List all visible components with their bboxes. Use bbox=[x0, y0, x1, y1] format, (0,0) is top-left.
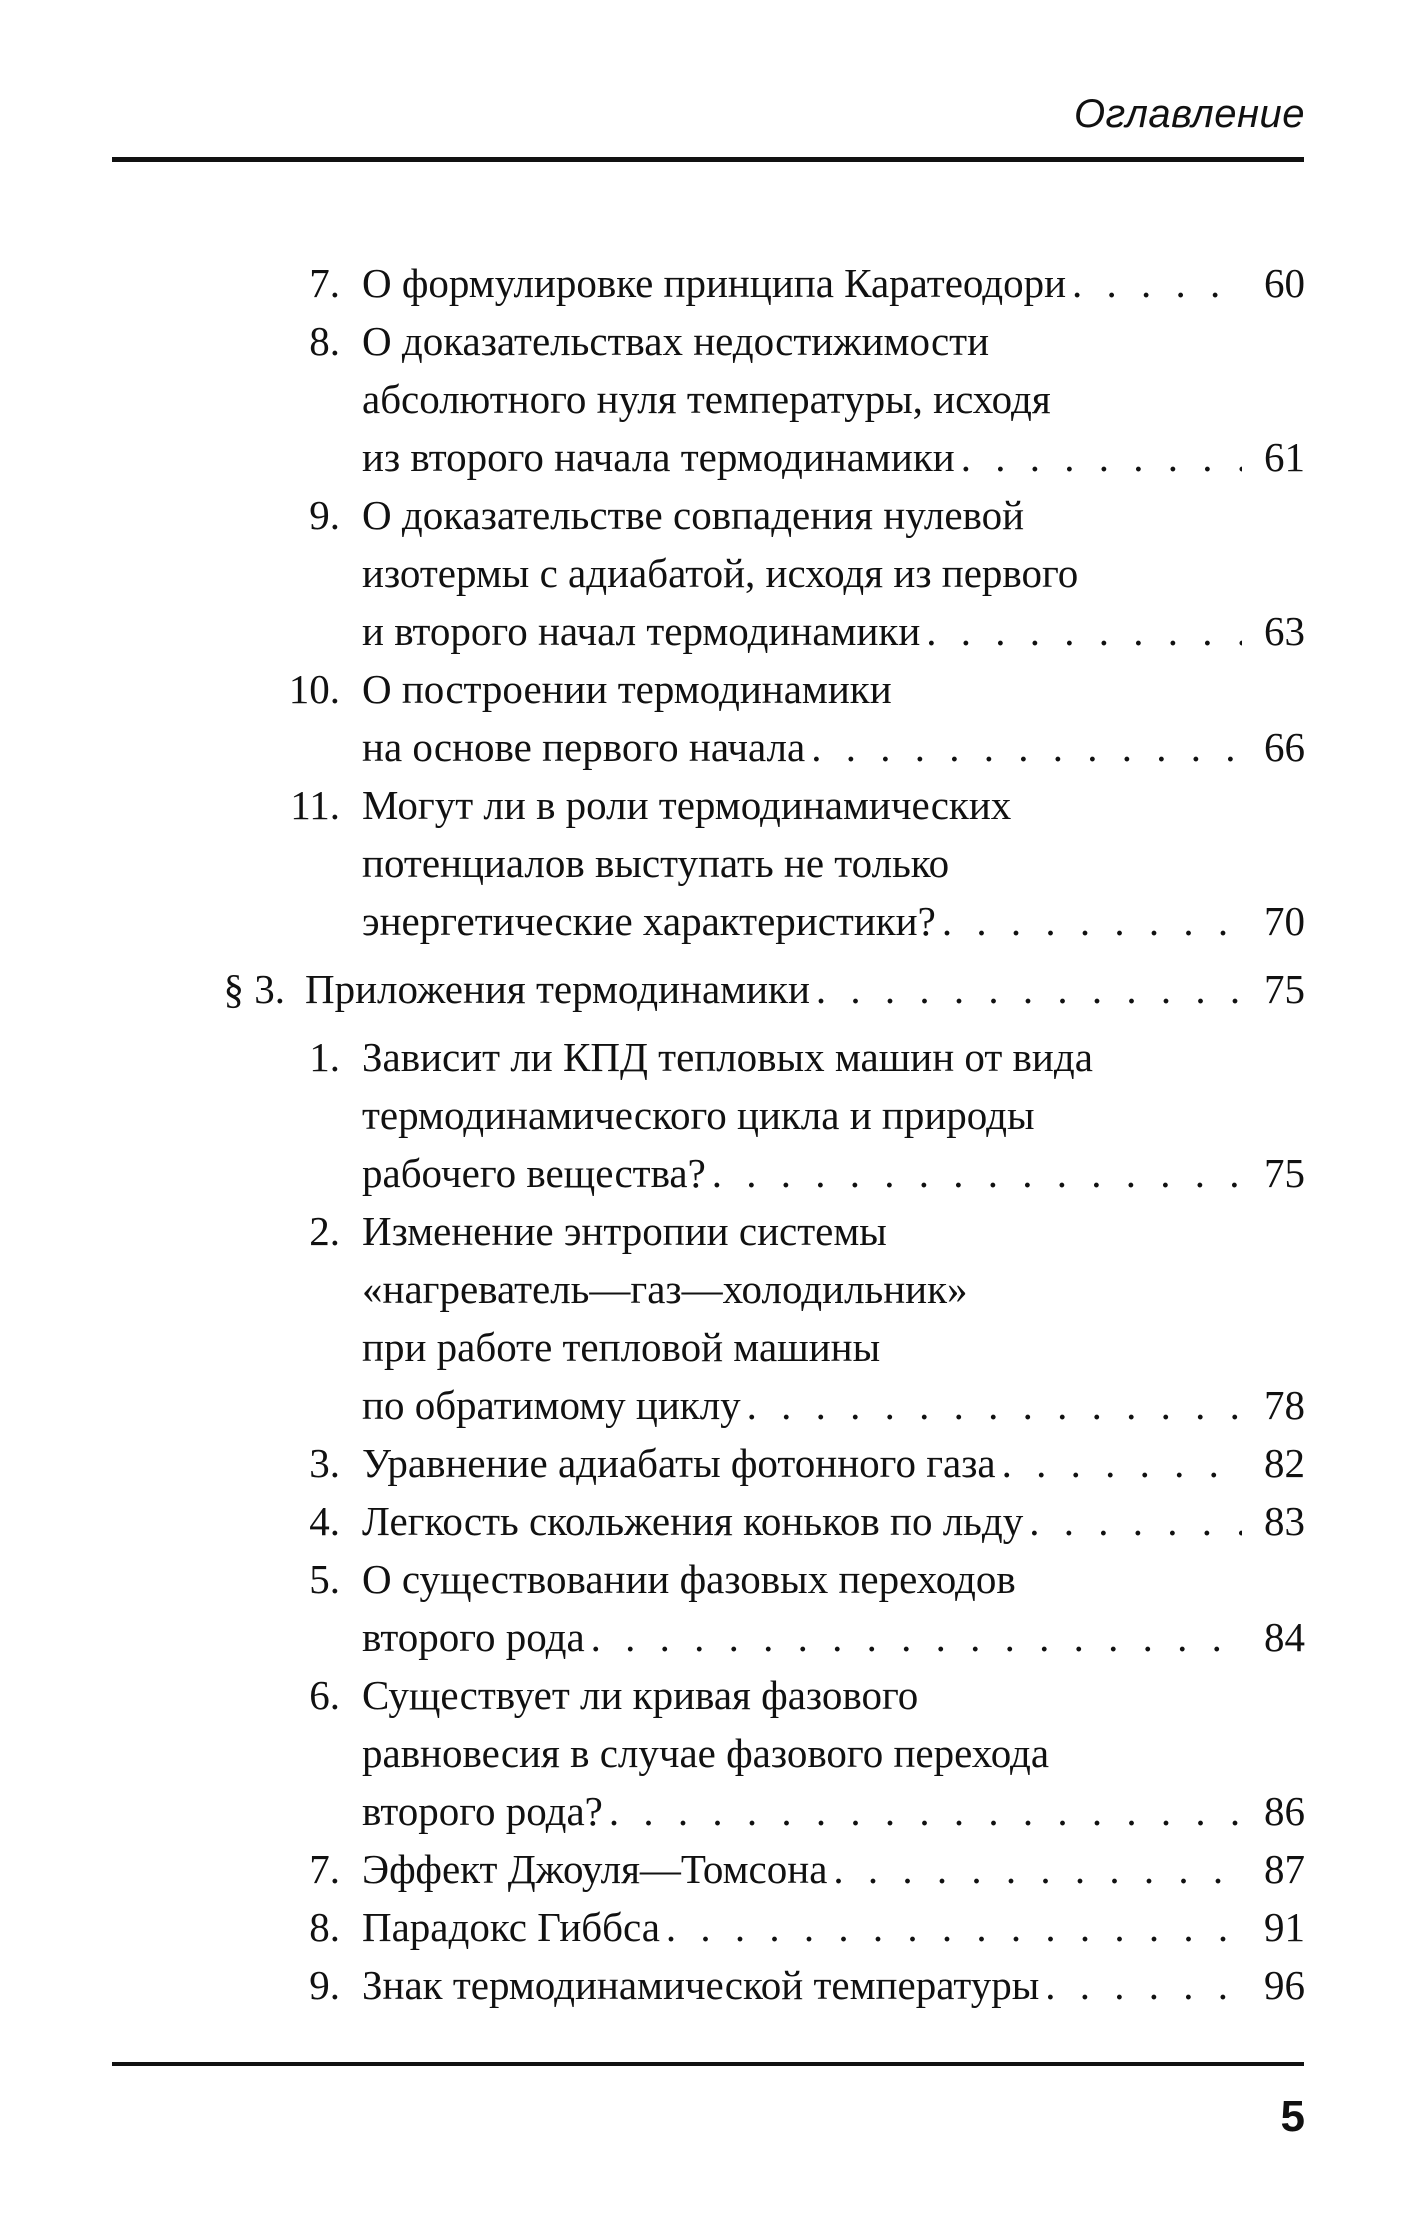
toc-entry-title-line: при работе тепловой машины bbox=[362, 1324, 881, 1370]
toc-entry-page: 63 bbox=[1264, 608, 1305, 654]
toc-entry-title-line: изотермы с адиабатой, исходя из первого bbox=[362, 550, 1079, 596]
toc-entry-title-line: второго рода bbox=[362, 1614, 585, 1660]
toc-entry-number: 5. bbox=[309, 1556, 340, 1602]
toc-entry[interactable] bbox=[0, 660, 1415, 776]
toc-entry-title-line: О доказательствах недостижимости bbox=[362, 318, 990, 364]
dot-leader bbox=[747, 1376, 1242, 1434]
dot-leader bbox=[816, 960, 1242, 1018]
toc-entry-title-line: термодинамического цикла и природы bbox=[362, 1092, 1035, 1138]
toc-entry[interactable] bbox=[0, 1956, 1415, 2014]
toc-entry-title-line: рабочего вещества? bbox=[362, 1150, 706, 1196]
toc-entry-number: 4. bbox=[309, 1498, 340, 1544]
toc-entry-title-line: Зависит ли КПД тепловых машин от вида bbox=[362, 1034, 1093, 1080]
toc-entry-title-line: равновесия в случае фазового перехода bbox=[362, 1730, 1050, 1776]
toc-entry-title-line: Могут ли в роли термодинамических bbox=[362, 782, 1012, 828]
toc-entry[interactable] bbox=[0, 1840, 1415, 1898]
dot-leader bbox=[926, 602, 1242, 660]
toc-entry-page: 61 bbox=[1264, 434, 1305, 480]
toc-entry-page: 75 bbox=[1264, 966, 1305, 1012]
toc-entry-number: 9. bbox=[309, 1962, 340, 2008]
toc-entry-page: 84 bbox=[1264, 1614, 1305, 1660]
dot-leader bbox=[833, 1840, 1242, 1898]
dot-leader bbox=[942, 892, 1242, 950]
toc-entry-number: 6. bbox=[309, 1672, 340, 1718]
dot-leader bbox=[811, 718, 1242, 776]
toc-entry-page: 78 bbox=[1264, 1382, 1305, 1428]
toc-entry-title-line: и второго начал термодинамики bbox=[362, 608, 921, 654]
toc-entry-title-line: Приложения термодинамики bbox=[305, 966, 810, 1012]
toc-entry-number: 3. bbox=[309, 1440, 340, 1486]
toc-entry[interactable] bbox=[0, 1550, 1415, 1666]
toc-entry-number: § 3. bbox=[223, 966, 285, 1012]
running-head: Оглавление bbox=[1073, 92, 1305, 136]
toc-entry-title-line: потенциалов выступать не только bbox=[362, 840, 950, 886]
page-number: 5 bbox=[1280, 2092, 1305, 2141]
toc-entry[interactable] bbox=[0, 1898, 1415, 1956]
dot-leader bbox=[666, 1898, 1242, 1956]
toc-entry-title-line: Парадокс Гиббса bbox=[362, 1904, 660, 1950]
toc-entry-page: 91 bbox=[1264, 1904, 1305, 1950]
dot-leader bbox=[1072, 254, 1242, 312]
toc-entry-number: 7. bbox=[309, 1846, 340, 1892]
toc-entry[interactable] bbox=[0, 1492, 1415, 1550]
toc-entry[interactable] bbox=[0, 254, 1415, 312]
toc-entry-title-line: «нагреватель—газ—холодильник» bbox=[362, 1266, 968, 1312]
toc-entry-page: 70 bbox=[1264, 898, 1305, 944]
toc-entry-title-line: О доказательстве совпадения нулевой bbox=[362, 492, 1025, 538]
dot-leader bbox=[1002, 1434, 1242, 1492]
toc-entry-number: 9. bbox=[309, 492, 340, 538]
toc-entry-page: 96 bbox=[1264, 1962, 1305, 2008]
toc-entry-page: 75 bbox=[1264, 1150, 1305, 1196]
dot-leader bbox=[591, 1608, 1242, 1666]
toc-entry[interactable] bbox=[0, 312, 1415, 486]
toc-entry-title-line: Эффект Джоуля—Томсона bbox=[362, 1846, 828, 1892]
dot-leader bbox=[609, 1782, 1242, 1840]
toc-entry-title-line: Уравнение адиабаты фотонного газа bbox=[362, 1440, 996, 1486]
toc-entry-title-line: энергетические характеристики? bbox=[362, 898, 936, 944]
dot-leader bbox=[1029, 1492, 1242, 1550]
toc-entry[interactable] bbox=[0, 1202, 1415, 1434]
toc-entry-number: 8. bbox=[309, 318, 340, 364]
toc-entry-title-line: второго рода? bbox=[362, 1788, 603, 1834]
toc-entry-number: 7. bbox=[309, 260, 340, 306]
toc-entry-title-line: О существовании фазовых переходов bbox=[362, 1556, 1016, 1602]
toc-entry[interactable] bbox=[0, 1666, 1415, 1840]
toc-entry[interactable] bbox=[0, 776, 1415, 950]
toc-entry-title-line: Знак термодинамической температуры bbox=[362, 1962, 1040, 2008]
toc-entry[interactable] bbox=[0, 1434, 1415, 1492]
toc-entry-title-line: О построении термодинамики bbox=[362, 666, 892, 712]
dot-leader bbox=[1045, 1956, 1242, 2014]
footer-rule bbox=[112, 2062, 1304, 2066]
toc-entry-title-line: Легкость скольжения коньков по льду bbox=[362, 1498, 1024, 1544]
toc-entry-number: 10. bbox=[288, 666, 340, 712]
toc-entry-page: 87 bbox=[1264, 1846, 1305, 1892]
toc-entry-title-line: из второго начала термодинамики bbox=[362, 434, 955, 480]
toc-entry-page: 83 bbox=[1264, 1498, 1305, 1544]
toc-entry-number: 11. bbox=[290, 782, 340, 828]
toc-entry-page: 86 bbox=[1264, 1788, 1305, 1834]
toc-entry-title-line: абсолютного нуля температуры, исходя bbox=[362, 376, 1051, 422]
toc-entry-title-line: на основе первого начала bbox=[362, 724, 806, 770]
toc-entry-title-line: О формулировке принципа Каратеодори bbox=[362, 260, 1067, 306]
toc-entry-page: 66 bbox=[1264, 724, 1305, 770]
toc-entry-title-line: по обратимому циклу bbox=[362, 1382, 741, 1428]
toc-entry[interactable] bbox=[0, 1028, 1415, 1202]
header-rule bbox=[112, 157, 1304, 162]
toc-entry-title-line: Изменение энтропии системы bbox=[362, 1208, 887, 1254]
toc-entry-number: 8. bbox=[309, 1904, 340, 1950]
toc-section[interactable] bbox=[0, 960, 1415, 1018]
toc-entry-page: 60 bbox=[1264, 260, 1305, 306]
toc-entry-page: 82 bbox=[1264, 1440, 1305, 1486]
toc-entry-number: 1. bbox=[309, 1034, 340, 1080]
toc-entry-number: 2. bbox=[309, 1208, 340, 1254]
toc-entry-title-line: Существует ли кривая фазового bbox=[362, 1672, 919, 1718]
dot-leader bbox=[961, 428, 1242, 486]
dot-leader bbox=[712, 1144, 1242, 1202]
toc-entry[interactable] bbox=[0, 486, 1415, 660]
